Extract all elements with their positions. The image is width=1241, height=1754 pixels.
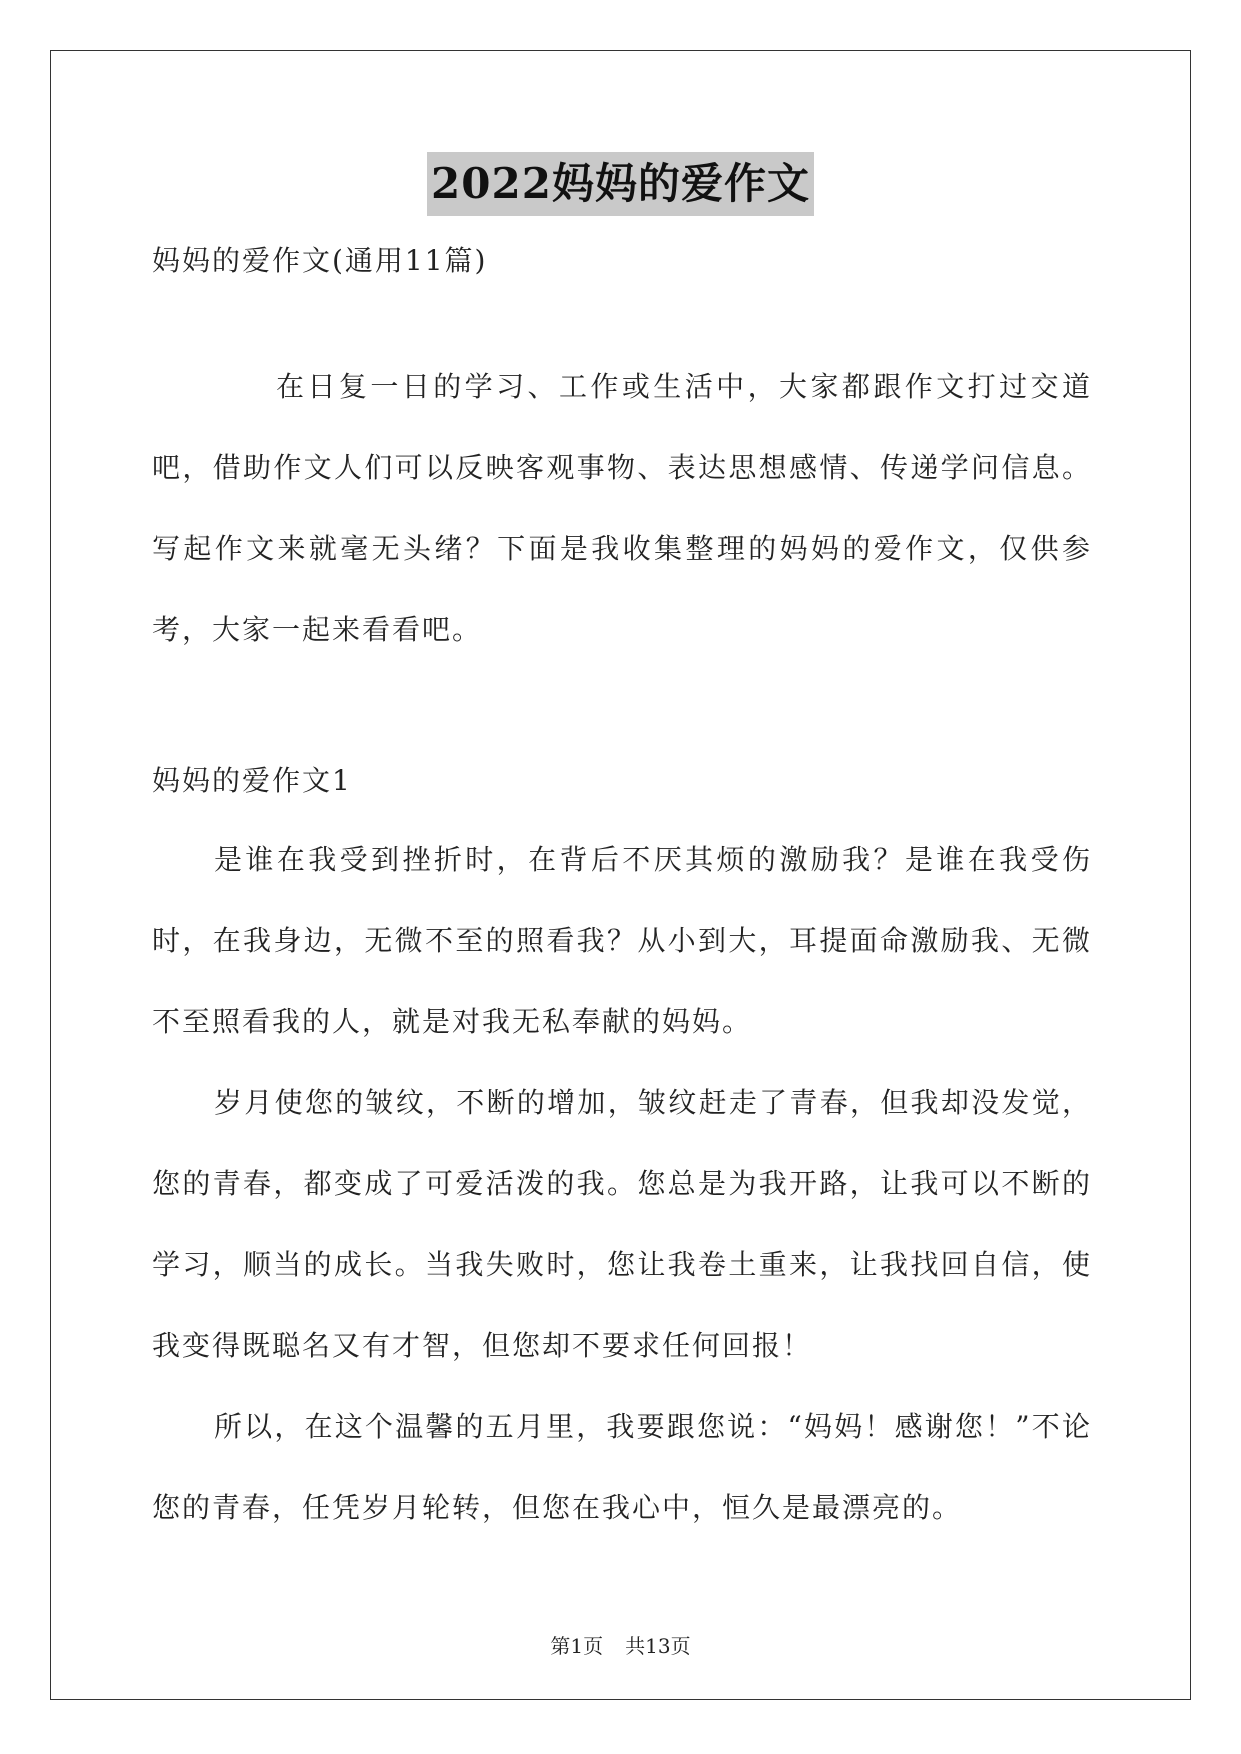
- body-paragraph-2: 岁月使您的皱纹，不断的增加，皱纹赶走了青春，但我却没发觉，您的青春，都变成了可爱活泼的我。您总是为我开路，让我可以不断的学习，顺当的成长。当我失败时，您让我卷土重来，让我找回自信，使我变得既聪名又有才智，但您却不要求任何回报！: [152, 1086, 1092, 1362]
- page-footer: [0, 1632, 1241, 1660]
- page-total: 共13页: [625, 1634, 691, 1658]
- body-paragraph-3: 所以，在这个温馨的五月里，我要跟您说：“妈妈！感谢您！”不论您的青春，任凭岁月轮转，但您在我心中，恒久是最漂亮的。: [152, 1410, 1092, 1524]
- title-container: [0, 152, 1241, 216]
- document-title: 2022妈妈的爱作文: [427, 152, 814, 216]
- document-subtitle: 妈妈的爱作文(通用11篇): [152, 244, 488, 277]
- intro-paragraph: 在日复一日的学习、工作或生活中，大家都跟作文打过交道吧，借助作文人们可以反映客观事物、表达思想感情、传递学问信息。写起作文来就毫无头绪？下面是我收集整理的妈妈的爱作文，仅供参考，大家一起来看看吧。: [152, 370, 1092, 646]
- body-paragraph-1: 是谁在我受到挫折时，在背后不厌其烦的激励我？是谁在我受伤时，在我身边，无微不至的照看我？从小到大，耳提面命激励我、无微不至照看我的人，就是对我无私奉献的妈妈。: [152, 843, 1092, 1038]
- page-number: 第1页: [550, 1634, 604, 1658]
- section-heading: 妈妈的爱作文1: [152, 764, 352, 797]
